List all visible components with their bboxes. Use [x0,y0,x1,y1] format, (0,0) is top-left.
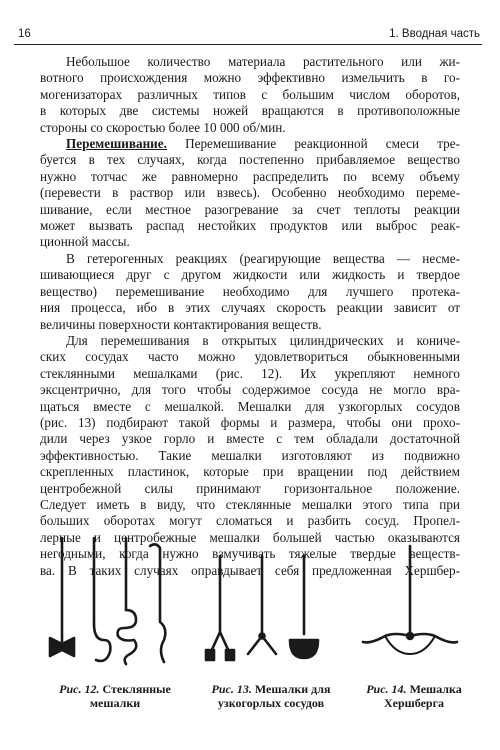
body-text [40,54,460,579]
caption-fig-13 [196,682,346,710]
caption-fig-12 [30,682,200,710]
paragraph-stirring [40,136,460,251]
text-line: негодными, когда нужно взмучивать тяжелые твердые веществ- [40,546,460,562]
paragraph-homogenizers [40,54,460,136]
text-line: Небольшое количество материала растительного или жи- [66,54,460,69]
text-line: центробежной силы принимают горизонтальное положение. [40,480,460,496]
text-line: (перевести в раствор или взвесь). Особенно необходимо переме- [40,185,460,201]
text-line: ских сосудах часто можно удовлетвориться обыкновенными [40,349,460,365]
chapter-title: 1. Вводная часть [389,28,480,40]
caption-text: Мешалки для [254,682,331,696]
caption-text: Хершберга [383,696,445,710]
text-line: нужно тотчас же равномерно распределить по всему объему [40,168,460,184]
caption-fig-14 [346,682,482,710]
figure-ref: Рис. 12. [59,682,100,696]
text-line: эффективностью. Такие мешалки изготовляют из подвижно [40,447,460,463]
text-line: ва. В таких случаях оправдывает себя предложенная Хершбер- [40,562,460,578]
figure-glass-stirrers [38,536,178,676]
text-line: могенизаторах различных типов с большим числом оборотов, [40,86,460,102]
caption-text: узкогорлых сосудов [217,696,325,710]
text-line: Следует иметь в виду, что стеклянные мешалки этого типа при [40,496,460,512]
text-line: стороны со скоростью более 10 000 об/мин. [40,119,286,135]
text-line [40,136,460,152]
text-line: В гетерогенных реакциях (реагирующие вещества — несме- [66,250,460,266]
text-line: вотного происхождения можно эффективно измельчить в го- [40,70,460,86]
caption-text: мешалки [89,696,141,710]
figure-hershberg-stirrer [355,536,465,676]
text-line: может вызвать распад нестойких продуктов или выброс реак- [40,218,460,234]
caption-text: Стеклянные [102,682,171,696]
paragraph-heterogeneous [40,251,460,333]
figure-narrow-neck-stirrers [200,536,330,676]
text-line: шивающиеся друг с другом жидкости или жидкость и твердое [40,267,460,283]
text-line: скрепленных пластинок, которые при вращении под действием [40,464,460,480]
text-line: (рис. 13) подбирают такой формы и размера, чтобы они прохо- [40,414,460,430]
glass-stirrers-drawing [38,536,178,676]
text-line: дили через узкое горло и вместе с тем обладали достаточной [40,431,460,447]
text-line: в которых две системы ножей вращаются в противоположные [40,103,460,119]
text-line: шивание, если местное разогревание за счет теплоты реакции [40,201,460,217]
text-line: ционной массы. [40,234,130,250]
narrow-neck-stirrers-drawing [200,536,330,676]
text-run: Перемешивание реакционной смеси тре- [166,136,460,152]
text-line: ния процесса, ибо в этих случаях скорость реакции зависит от [40,300,460,316]
text-line: стеклянными мешалками (рис. 12). Их укрепляют немного [40,365,460,381]
hershberg-stirrer-drawing [355,536,465,676]
text-line: величины поверхности контактирования веществ. [40,316,322,332]
section-term: Перемешивание. [66,136,167,152]
caption-text: Мешалка [409,682,462,696]
figure-ref: Рис. 13. [211,682,252,696]
text-line: лерные и центробежные мешалки большей частью оказываются [40,529,460,545]
running-header [14,26,482,45]
text-line: буется в тех случаях, когда постепенно прибавляемое вещество [40,152,460,168]
figure-ref: Рис. 14. [366,682,407,696]
text-line: Для перемешивания в открытых цилиндрических и кониче- [66,332,460,348]
text-line: эксцентрично, для того чтобы содержимое сосуда не могло вра- [40,382,460,398]
text-line: вещество) перемешивание необходимо для лучшего протека- [40,283,460,299]
text-line: больших оборотах могут сломаться и разбить сосуд. Пропел- [40,513,460,529]
page-number: 16 [18,28,31,40]
text-line: щаться вместе с мешалкой. Мешалки для узкогорлых сосудов [40,398,460,414]
